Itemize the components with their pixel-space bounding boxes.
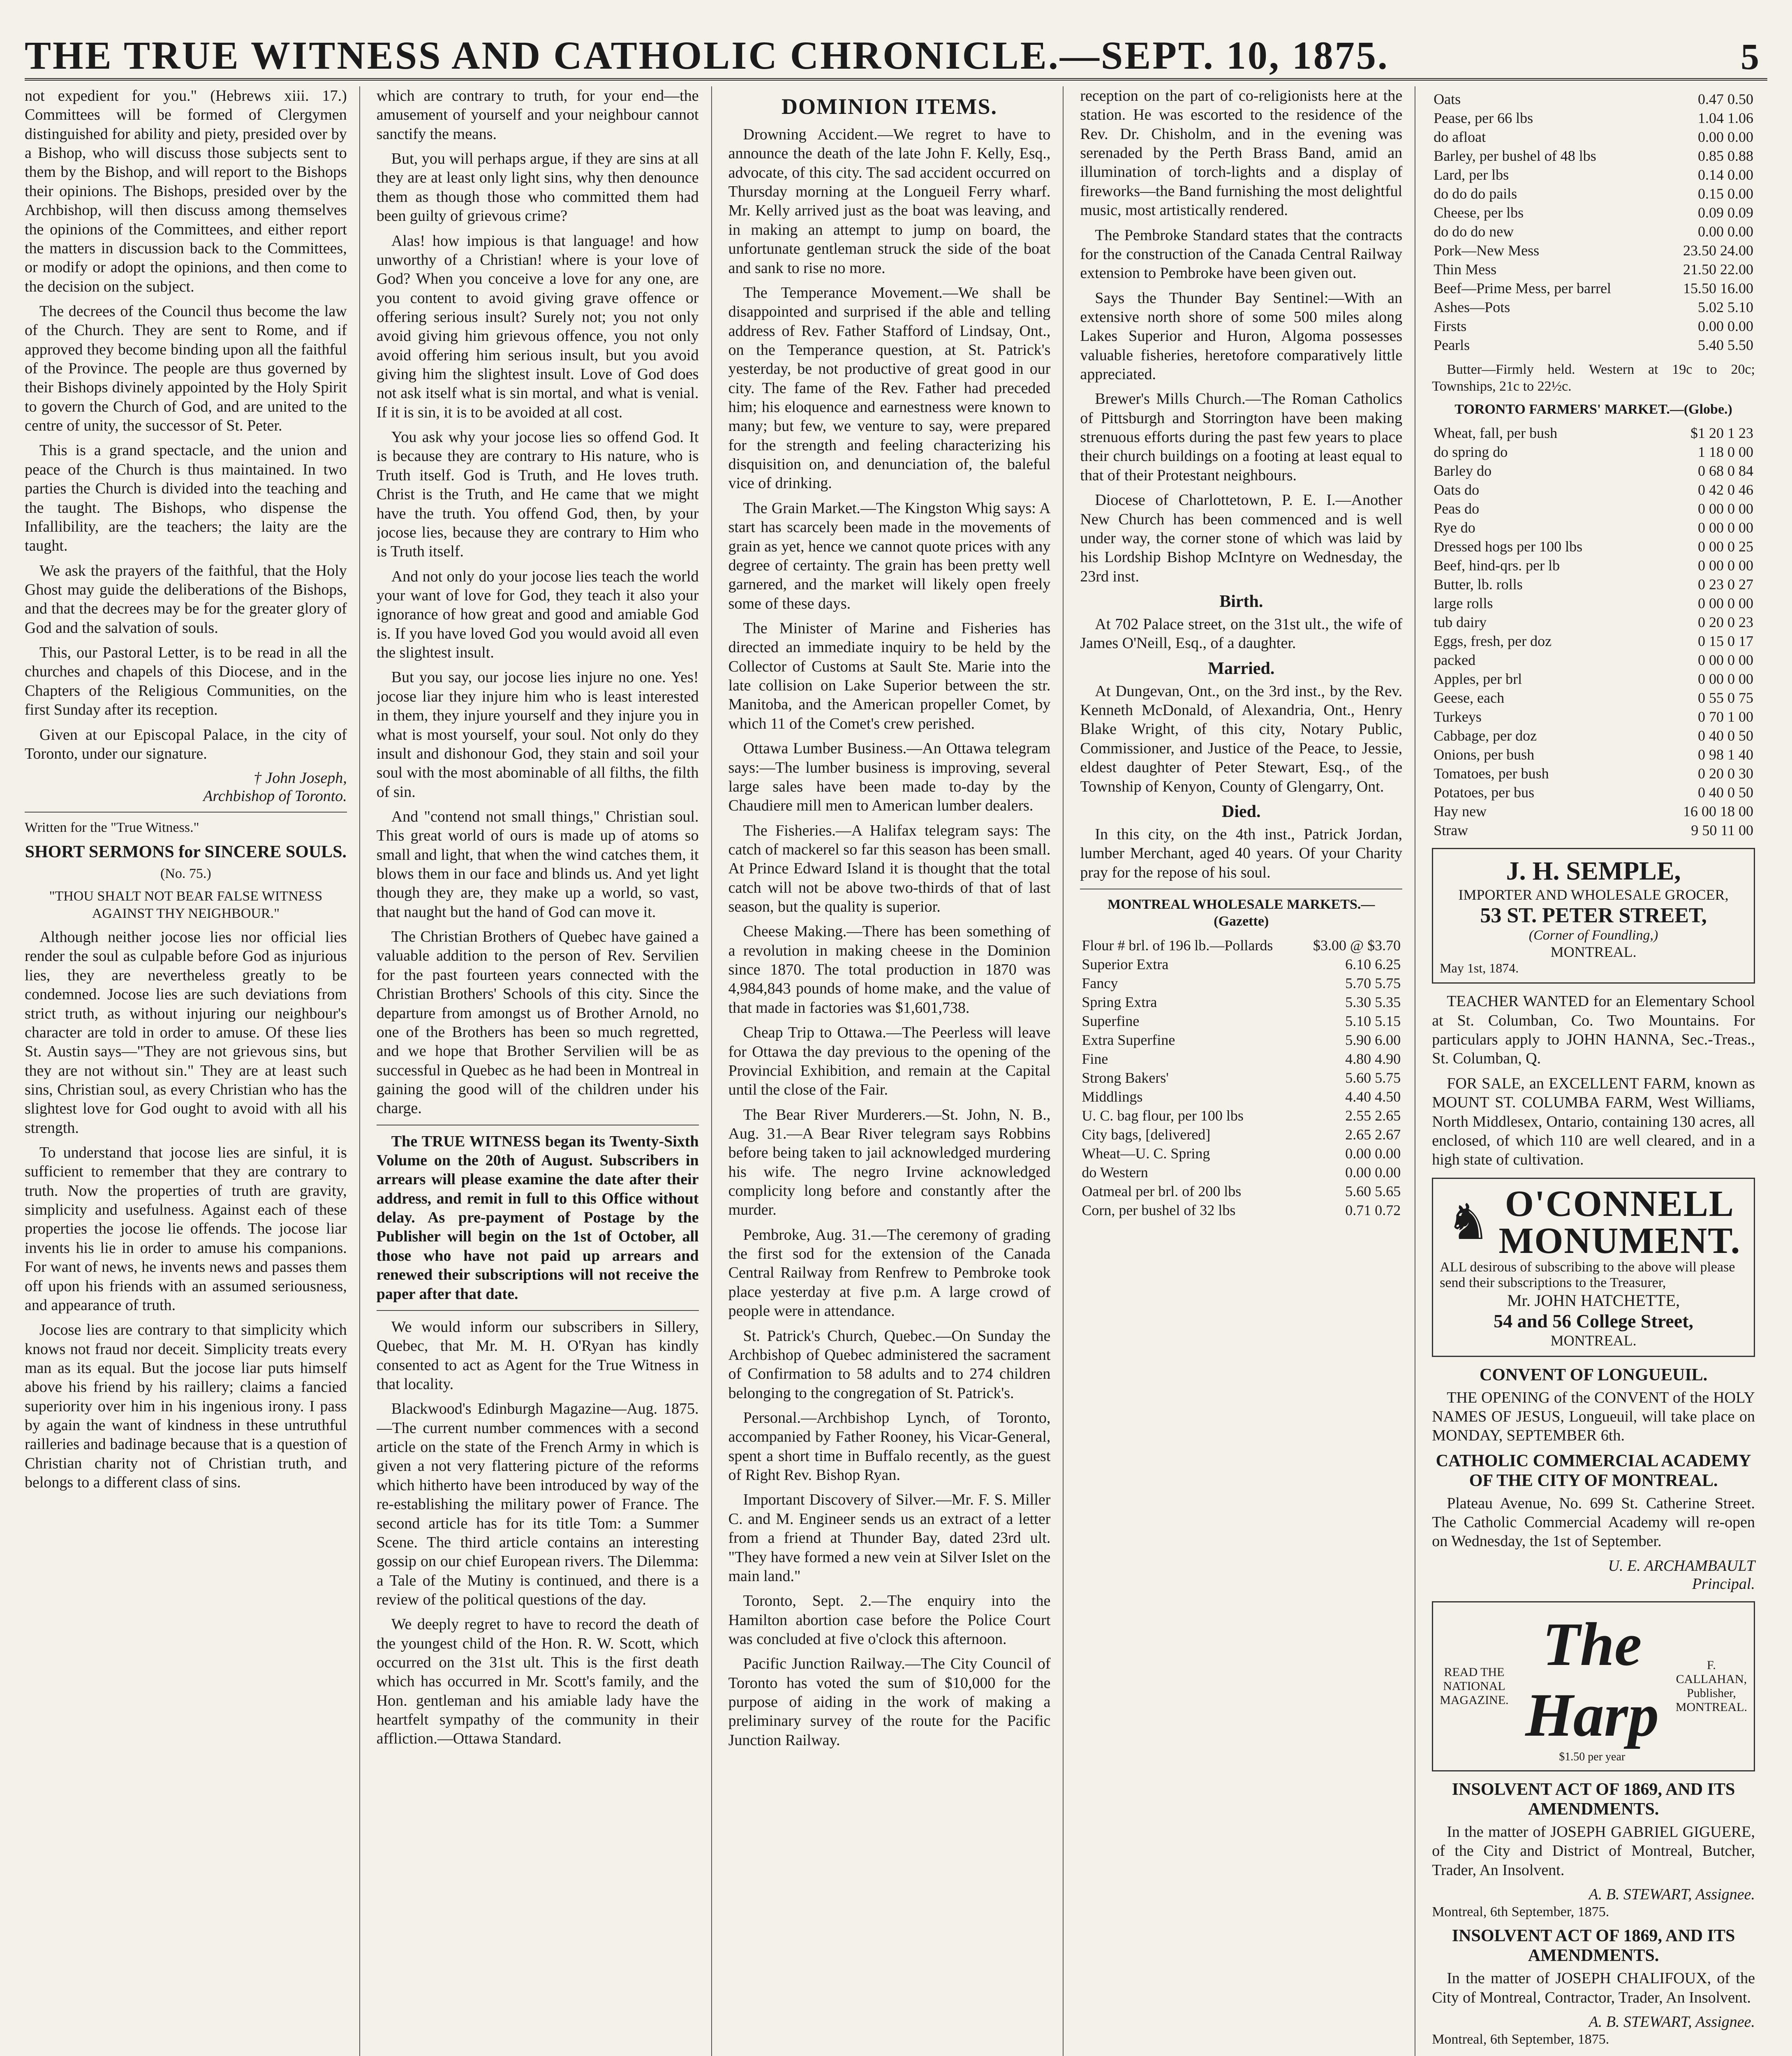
price-item: Peas do (1434, 500, 1480, 517)
ad-text: ALL desirous of subscribing to the above will please send their subscriptions to the Treasurer, (1440, 1259, 1735, 1290)
insolvent-signature: A. B. STEWART, Assignee. (1589, 2013, 1755, 2031)
price-item: Butter, lb. rolls (1434, 576, 1523, 593)
signature-title: Archbishop of Toronto. (203, 787, 347, 805)
academy-notice: Plateau Avenue, No. 699 St. Catherine Street. The Catholic Commercial Academy will re-open on Wednesday, the 1st of September. (1432, 1494, 1755, 1550)
price-row (1432, 802, 1755, 821)
price-row (1432, 279, 1755, 298)
price-row (1432, 165, 1755, 184)
price-item: Onions, per bush (1434, 746, 1535, 763)
agent-notice: We would inform our subscribers in Sillery, Quebec, that Mr. M. H. O'Ryan has kindly consented to act as Agent for the True Witness in that locality. (376, 1318, 699, 1393)
price-item: Beef, hind-qrs. per lb (1434, 557, 1560, 574)
section-motto: "THOU SHALT NOT BEAR FALSE WITNESS AGAINST THY NEIGHBOUR." (49, 889, 323, 921)
harp-advertisement (1432, 1601, 1755, 1771)
article-paragraph: not expedient for you." (Hebrews xiii. 17.) Committees will be formed of Clergymen distinguished for ability and piety, presided over by a Bishop, who will discuss those subjects sent to them by the Bishop, and will report to the Bishops their opinions. The Bishops, presided over by the Archbishop, will then discuss among themselves the opinions of the Committees, and either report the matters in discussion back to the Committees, or modify or adopt the opinions, and then come to the decision on the subject. (25, 87, 347, 295)
price-row (1080, 993, 1402, 1012)
article-paragraph: Jocose lies are contrary to that simplicity which knows not fraud nor deceit. Simplicity treats every man as its equal. But the jocose liar puts himself above his friend by his raillery; claims a fancied superiority over him in his ingenious irony. I pass by again the want of kindness in these untruthful railleries and badinage because that is a question of Christian charity not of Christian truth, and belongs to a different class of sins. (25, 1321, 347, 1491)
price-item: Barley, per bushel of 48 lbs (1434, 148, 1596, 164)
price-row (1432, 90, 1755, 109)
masthead (25, 16, 1767, 81)
price-value: 23.50 24.00 (1683, 242, 1753, 259)
price-row (1080, 1106, 1402, 1125)
birth-heading: Birth. (1219, 592, 1263, 611)
price-value: 6.10 6.25 (1345, 956, 1401, 972)
byline: Written for the "True Witness." (25, 820, 199, 836)
article-paragraph: You ask why your jocose lies so offend God. It is because they are contrary to His nature, who is Truth itself. God is Truth, and He loves truth. Christ is the Truth, and He came that we might have the truth. You offend God, then, by your jocose lies, because they are contrary to Him who is Truth itself. (376, 428, 699, 560)
price-value: 0 00 0 00 (1697, 652, 1753, 669)
review-paragraph: Blackwood's Edinburgh Magazine—Aug. 1875.—The current number commences with a second article on the state of the French Army in which is given a not very flattering picture of the reforms which hitherto have been introduced by way of the re-establishing the military power of France. The second article has for its title Tom: a Summer Scene. The third article contains an interesting gossip on our chief European rivers. The Dilemma: a Tale of the Mutiny is continued, and there is a review of the political questions of the day. (376, 1400, 699, 1608)
toronto-market-heading: TORONTO FARMERS' MARKET.—(Globe.) (1454, 401, 1732, 417)
page-number: 5 (1741, 37, 1759, 77)
price-item: Eggs, fresh, per doz (1434, 633, 1552, 650)
news-item: The Temperance Movement.—We shall be disappointed and surprised if the able and telling address of Rev. Father Stafford of Lindsay, Ont., on the Temperance question, at St. Patrick's yesterday, be not productive of great good in our city. The fame of the Rev. Father had preceded him; his eloquence and earnestness were known to many; but few, we venture to say, were prepared for the strength and feeling characterizing his disquisition on, and denunciation of, the baleful vice of drinking. (728, 284, 1051, 492)
price-value: 5.10 5.15 (1345, 1012, 1401, 1029)
news-item: The Pembroke Standard states that the contracts for the construction of the Canada Central Railway extension to Pembroke have been given out. (1080, 226, 1403, 282)
subscription-notice: The TRUE WITNESS began its Twenty-Sixth Volume on the 20th of August. Subscribers in arrears will please examine the date after their address, and remit in full to this Office without delay. As pre-payment of Postage by the Publisher will begin on the 1st of October, all those who have not paid up arrears and renewed their subscriptions will not receive the paper after that date. (376, 1132, 699, 1303)
price-row (1432, 241, 1755, 260)
news-item: Brewer's Mills Church.—The Roman Catholics of Pittsburgh and Storrington have been making strenuous efforts during the past few years to place their church buildings on a footing at least equal to that of their Protestant neighbours. (1080, 390, 1403, 484)
price-value: 0 23 0 27 (1697, 576, 1753, 593)
price-item: Superior Extra (1082, 956, 1169, 972)
insolvent-signature: A. B. STEWART, Assignee. (1589, 1885, 1755, 1903)
price-value: $1 20 1 23 (1690, 425, 1753, 442)
price-value: 0 42 0 46 (1697, 482, 1753, 498)
price-value: 0.15 0.00 (1697, 185, 1753, 202)
price-item: Geese, each (1434, 690, 1505, 706)
price-value: 0 00 0 25 (1697, 538, 1753, 555)
price-value: 0 68 0 84 (1697, 463, 1753, 479)
price-value: 16 00 18 00 (1683, 803, 1753, 820)
market-heading: MONTREAL WHOLESALE MARKETS.—(Gazette) (1108, 896, 1375, 929)
price-row (1432, 127, 1755, 146)
price-value: 0 00 0 00 (1697, 557, 1753, 574)
price-row (1432, 745, 1755, 764)
news-item: The Fisheries.—A Halifax telegram says: The catch of mackerel so far this season has been small. At Prince Edward Island it is thought that the total catch will not be above two-thirds of that of last season, but the quality is superior. (728, 822, 1051, 916)
insolvent-heading: INSOLVENT ACT OF 1869, AND ITS AMENDMENTS. (1452, 1926, 1735, 1966)
price-value: 9 50 11 00 (1691, 822, 1753, 839)
insolvent-date: Montreal, 6th September, 1875. (1432, 1904, 1609, 1919)
price-item: Beef—Prime Mess, per barrel (1434, 280, 1612, 296)
article-paragraph: But you say, our jocose lies injure no one. Yes! jocose liar they injure him who is least interested in them, they injure yourself and they injure you in what is most yourself, your soul. Not only do they insult and dishonour God, they stain and soil your soul with the most abominable of all filths, the filth of sin. (376, 669, 699, 801)
price-item: do do do new (1434, 223, 1514, 240)
news-item: The Bear River Murderers.—St. John, N. B., Aug. 31.—A Bear River telegram says Robbins before being taken to jail acknowledged murdering his wife. The negro Irvine acknowledged complicity long before and constantly after the murder. (728, 1106, 1051, 1219)
price-row (1432, 764, 1755, 783)
divider (377, 1310, 699, 1311)
price-item: Spring Extra (1082, 993, 1157, 1010)
price-value: 0.47 0.50 (1697, 91, 1753, 107)
news-item: Pacific Junction Railway.—The City Council of Toronto has voted the sum of $10,000 for the purpose of aiding in the work of making a preliminary survey of the route for the Pacific Junction Railway. (728, 1655, 1051, 1749)
academy-signature: U. E. ARCHAMBAULT (1608, 1557, 1755, 1574)
price-value: 0.00 0.00 (1697, 129, 1753, 145)
price-row (1080, 1068, 1402, 1087)
price-item: Turkeys (1434, 708, 1482, 725)
price-item: Rye do (1434, 519, 1475, 536)
price-item: Wheat, fall, per bush (1434, 425, 1558, 442)
price-item: Tomatoes, per bush (1434, 765, 1549, 782)
price-row (1432, 222, 1755, 241)
news-item: Personal.—Archbishop Lynch, of Toronto, accompanied by Father Rooney, his Vicar-General, spent a short time in Buffalo recently, as the guest of Right Rev. Bishop Ryan. (728, 1409, 1051, 1484)
section-heading: SHORT SERMONS for SINCERE SOULS. (25, 842, 347, 861)
news-item: Cheese Making.—There has been something of a revolution in making cheese in the Dominion since 1870. The total production in 1870 was 4,984,843 pounds of home make, and the value of that made in factories was $1,601,738. (728, 923, 1051, 1016)
price-item: packed (1434, 652, 1476, 669)
price-item: Flour # brl. of 196 lb.—Pollards (1082, 937, 1273, 954)
harp-price: $1.50 per year (1559, 1750, 1626, 1763)
column-1 (25, 86, 360, 2056)
price-value: 1 18 0 00 (1697, 444, 1753, 461)
column-4 (1080, 86, 1415, 2056)
price-item: large rolls (1434, 595, 1493, 612)
price-item: do do do pails (1434, 185, 1517, 202)
price-row (1080, 1087, 1402, 1106)
news-item: Drowning Accident.—We regret to have to announce the death of the late John F. Kelly, Esq., advocate, of this city. The sad accident occurred on Thursday morning at the Longueil Ferry wharf. Mr. Kelly arrived just as the boat was leaving, and in making an attempt to jump on board, the unfortunate gentleman struck the side of the boat and sank to rise no more. (728, 126, 1051, 277)
price-value: 1.04 1.06 (1697, 110, 1753, 126)
price-row (1432, 317, 1755, 336)
price-value: 5.90 6.00 (1345, 1031, 1401, 1048)
insolvent-date: Montreal, 6th September, 1875. (1432, 2032, 1609, 2047)
article-paragraph: And "contend not small things," Christian soul. This great world of ours is made up of atoms so small and light, that when the wind catches them, it blows them in our face and blinds us. And yet light though they are, they make up a world, so vast, that naught but the hand of God can move it. (376, 808, 699, 921)
price-row (1080, 1182, 1402, 1201)
price-value: 21.50 22.00 (1683, 261, 1753, 278)
masthead-title: THE TRUE WITNESS AND CATHOLIC CHRONICLE.—SEPT. 10, 1875. (25, 33, 1389, 77)
news-item: St. Patrick's Church, Quebec.—On Sunday the Archbishop of Quebec administered the sacrament of Confirmation to 58 adults and to 274 children belonging to the congregation of St. Patrick's. (728, 1327, 1051, 1402)
price-item: do spring do (1434, 444, 1508, 461)
signature: † John Joseph, (253, 769, 347, 787)
news-item: reception on the part of co-religionists here at the station. He was escorted to the residence of the Rev. Dr. Chisholm, and in the evening was serenaded by the Perth Brass Band, amid an illumination of torch-lights and a display of fireworks—the Band furnishing the most delightful music, most artistically rendered. (1080, 87, 1403, 219)
price-row (1080, 936, 1402, 955)
price-value: 0 70 1 00 (1697, 708, 1753, 725)
price-value: 5.60 5.75 (1345, 1069, 1401, 1086)
price-value: 0 00 0 00 (1697, 595, 1753, 612)
column-5 (1432, 86, 1767, 2056)
toronto-market-table (1432, 424, 1755, 840)
married-notice: At Dungevan, Ont., on the 3rd inst., by the Rev. Kenneth McDonald, of Alexandria, Ont., Henry Blake Wright, of this city, Notary Public, Commissioner, and Justice of the Peace, to Jessie, eldest daughter of Peter Stewart, Esq., of the Township of Kenyon, County of Glengarry, Ont. (1080, 682, 1403, 795)
price-item: Hay new (1434, 803, 1487, 820)
price-item: Middlings (1082, 1088, 1143, 1105)
price-item: Straw (1434, 822, 1468, 839)
price-item: tub dairy (1434, 614, 1487, 631)
columns (25, 86, 1767, 2056)
price-value: 0.85 0.88 (1697, 148, 1753, 164)
price-item: Wheat—U. C. Spring (1082, 1145, 1210, 1162)
price-row (1432, 613, 1755, 632)
price-row (1080, 1125, 1402, 1144)
price-value: 5.60 5.65 (1345, 1183, 1401, 1199)
price-row (1432, 594, 1755, 613)
article-paragraph: Alas! how impious is that language! and how unworthy of a Christian! where is your love of God? When you conceive a love for any one, are you content to avoid giving grave offence or offering serious insult? Surely not; you not only avoid giving him grievous offence, you not only avoid offering him serious insult, but you avoid giving him the slightest insult. Love of God does not ask itself what is sin mortal, and what is venial. If it is sin, it is to be avoided at all cost. (376, 232, 699, 421)
price-value: 2.65 2.67 (1345, 1126, 1401, 1143)
price-value: 0 55 0 75 (1697, 690, 1753, 706)
price-value: 0 15 0 17 (1697, 633, 1753, 650)
ad-date: May 1st, 1874. (1440, 961, 1519, 976)
price-row (1080, 1030, 1402, 1049)
birth-notice: At 702 Palace street, on the 31st ult., the wife of James O'Neill, Esq., of a daughter. (1080, 615, 1403, 652)
price-item: Superfine (1082, 1012, 1140, 1029)
death-notice: We deeply regret to have to record the death of the youngest child of the Hon. R. W. Scott, which occurred on the 31st ult. This is the first death which has occurred in Mr. Scott's family, and the Hon. gentleman and his amiable lady have the heartfelt sympathy of the community in their affliction.—Ottawa Standard. (376, 1616, 699, 1748)
harp-right-text: F. CALLAHAN, Publisher, MONTREAL. (1675, 1658, 1747, 1714)
article-paragraph: The Christian Brothers of Quebec have gained a valuable addition to the person of Rev. Servilien for the past fourteen years connected with the Christian Brothers' Schools of this city. Since the departure from amongst us of Brother Arnold, no one of the Brothers has been so much regretted, and we hope that Brother Servilien will be as successful in Quebec as he had been in Montreal in gaining the good will of the children under his charge. (376, 928, 699, 1117)
died-heading: Died. (1222, 802, 1261, 821)
ad-city: MONTREAL. (1550, 1332, 1637, 1349)
price-row (1432, 298, 1755, 317)
ad-address: 54 and 56 College Street, (1494, 1310, 1694, 1331)
price-value: 0.00 0.00 (1345, 1145, 1401, 1162)
price-item: do afloat (1434, 129, 1486, 145)
ad-name: J. H. SEMPLE, (1506, 856, 1681, 886)
news-item: Says the Thunder Bay Sentinel:—With an extensive north shore of some 500 miles along Lakes Superior and Huron, Algoma possesses valuable fisheries, heretofore comparatively little appreciated. (1080, 289, 1403, 383)
price-item: Extra Superfine (1082, 1031, 1175, 1048)
oconnell-monument-ad (1432, 1178, 1755, 1357)
insolvent-notice: In the matter of JOSEPH GABRIEL GIGUERE, of the City and District of Montreal, Butcher, Trader, An Insolvent. (1432, 1823, 1755, 1879)
news-item: Cheap Trip to Ottawa.—The Peerless will leave for Ottawa the day previous to the opening of the Provincial Exhibition, and remain at the Capital until the close of the Fair. (728, 1024, 1051, 1099)
price-row (1432, 203, 1755, 222)
article-paragraph: We ask the prayers of the faithful, that the Holy Ghost may guide the deliberations of the Bishops, and that the decrees may be for the greater glory of God and the salvation of souls. (25, 562, 347, 637)
price-row (1432, 480, 1755, 499)
price-value: 5.40 5.50 (1697, 337, 1753, 353)
price-value: 5.70 5.75 (1345, 975, 1401, 991)
price-row (1432, 518, 1755, 537)
price-value: 0 00 0 00 (1697, 519, 1753, 536)
ad-name: Mr. JOHN HATCHETTE, (1507, 1291, 1680, 1310)
news-item: The Minister of Marine and Fisheries has directed an immediate inquiry to be held by the Collector of Customs at Sault Ste. Marie into the late collision on Lake Superior between the str. Manitoba, and the American propeller Comet, by which 11 of the Comet's crew perished. (728, 619, 1051, 732)
butter-note: Butter—Firmly held. Western at 19c to 20c; Townships, 21c to 22½c. (1432, 362, 1755, 394)
price-value: 0 00 0 00 (1697, 671, 1753, 688)
article-paragraph: The decrees of the Council thus become the law of the Church. They are sent to Rome, and if approved they become binding upon all the faithful of the Province. The people are thus governed by their Bishops divinely appointed by the Holy Spirit to govern the Church of God, and are united to the centre of unity, the successor of St. Peter. (25, 302, 347, 435)
price-row (1432, 632, 1755, 651)
price-value: 0.71 0.72 (1345, 1202, 1401, 1218)
price-item: Potatoes, per bus (1434, 784, 1535, 801)
price-item: Firsts (1434, 318, 1467, 334)
price-row (1432, 783, 1755, 802)
price-row (1080, 1163, 1402, 1182)
article-paragraph: Although neither jocose lies nor official lies render the soul as culpable before God as injurious lies, they are nevertheless greatly to be condemned. Jocose lies are such deviations from strict truth, as without injuring our neighbour's character are told in order to amuse. Of these lies St. Austin says—"They are not grievous sins, but they are not without sin." They are at least such sins, Christian soul, as every Christian who has the slightest love for God ought to avoid with all his strength. (25, 928, 347, 1137)
price-row (1432, 726, 1755, 745)
news-item: Pembroke, Aug. 31.—The ceremony of grading the first sod for the extension of the Canada Central Railway from Renfrew to Pembroke took place yesterday at five p.m. A large crowd of people were in attendance. (728, 1226, 1051, 1320)
price-row (1432, 109, 1755, 127)
price-value: 0.14 0.00 (1697, 167, 1753, 183)
price-value: 0.00 0.00 (1697, 318, 1753, 334)
price-row (1432, 575, 1755, 594)
convent-notice: THE OPENING of the CONVENT of the HOLY NAMES OF JESUS, Longueuil, will take place on MONDAY, SEPTEMBER 6th. (1432, 1389, 1755, 1445)
news-item: The Grain Market.—The Kingston Whig says: A start has scarcely been made in the movements of grain as yet, hence we cannot quote prices with any degree of certainty. The grain has been pretty well garnered, and the market will likely open freely some of these days. (728, 499, 1051, 612)
price-row (1432, 424, 1755, 442)
column-2 (377, 86, 712, 2056)
price-item: Pease, per 66 lbs (1434, 110, 1533, 126)
price-row (1080, 1144, 1402, 1163)
price-value: 15.50 16.00 (1683, 280, 1753, 296)
insolvent-notice: In the matter of JOSEPH CHALIFOUX, of the City of Montreal, Contractor, Trader, An Insolvent. (1432, 1970, 1755, 2006)
price-row (1080, 955, 1402, 974)
price-row (1432, 499, 1755, 518)
price-item: Pearls (1434, 337, 1470, 353)
article-paragraph: This, our Pastoral Letter, is to be read in all the churches and chapels of this Diocese, and in the Chapters of the Religious Communities, on the first Sunday after its reception. (25, 644, 347, 719)
price-item: Fancy (1082, 975, 1118, 991)
ad-line: IMPORTER AND WHOLESALE GROCER, (1458, 887, 1729, 903)
price-value: 5.02 5.10 (1697, 299, 1753, 315)
price-value: 0 20 0 30 (1697, 765, 1753, 782)
article-paragraph: But, you will perhaps argue, if they are sins at all they are at least only light sins, why then denounce them as though those who committed them had been guilty of grievous crime? (376, 150, 699, 225)
harp-title: The Harp (1525, 1610, 1659, 1749)
harp-left-text: READ THE NATIONAL MAGAZINE. (1440, 1665, 1509, 1707)
article-paragraph: Given at our Episcopal Palace, in the city of Toronto, under our signature. (25, 726, 347, 762)
price-row (1080, 974, 1402, 993)
price-row (1432, 260, 1755, 279)
montreal-market-table (1080, 936, 1402, 1220)
price-item: Fine (1082, 1050, 1108, 1067)
price-row (1432, 442, 1755, 461)
teacher-wanted-ad: TEACHER WANTED for an Elementary School at St. Columban, Co. Two Mountains. For particulars apply to JOHN HANNA, Sec.-Treas., St. Columban, Q. (1432, 993, 1755, 1067)
price-value: 4.80 4.90 (1345, 1050, 1401, 1067)
price-row (1432, 184, 1755, 203)
price-item: Pork—New Mess (1434, 242, 1540, 259)
price-row (1432, 461, 1755, 480)
price-value: 0 98 1 40 (1697, 746, 1753, 763)
price-item: Lard, per lbs (1434, 167, 1509, 183)
price-row (1080, 1201, 1402, 1220)
ad-subtitle: MONUMENT. (1498, 1220, 1741, 1261)
price-row (1432, 336, 1755, 354)
news-item: Ottawa Lumber Business.—An Ottawa telegram says:—The lumber business is improving, several large sales have been made to-day by the Chaudiere mill men to American lumber dealers. (728, 740, 1051, 815)
price-row (1432, 537, 1755, 556)
price-item: Apples, per brl (1434, 671, 1522, 688)
price-value: $3.00 @ $3.70 (1313, 937, 1401, 954)
price-item: do Western (1082, 1164, 1148, 1181)
insolvent-heading: INSOLVENT ACT OF 1869, AND ITS AMENDMENTS. (1452, 1780, 1735, 1819)
price-value: 0.00 0.00 (1345, 1164, 1401, 1181)
ad-title: O'CONNELL (1505, 1183, 1734, 1224)
price-item: U. C. bag flour, per 100 lbs (1082, 1107, 1244, 1124)
article-paragraph: This is a grand spectacle, and the union and peace of the Church is thus maintained. In two parties the Church is divided into the teaching and the taught. The Bishops, who dispense the Infallibility, are the teachers; the laity are the taught. (25, 442, 347, 555)
price-value: 2.55 2.65 (1345, 1107, 1401, 1124)
price-item: Dressed hogs per 100 lbs (1434, 538, 1583, 555)
article-paragraph: To understand that jocose lies are sinful, it is sufficient to remember that they are contrary to truth. Now the properties of truth are gravity, simplicity and usefulness. Against each of these properties the jocose lie offends. The jocose liar invents his lie in order to amuse his companions. For want of news, he invents news and passes them off upon his friends with an assumed seriousness, and appearance of truth. (25, 1144, 347, 1314)
died-notice: In this city, on the 4th inst., Patrick Jordan, lumber Merchant, aged 40 years. Of your Charity pray for the repose of his soul. (1080, 825, 1403, 881)
price-item: Cheese, per lbs (1434, 204, 1524, 221)
montreal-market-table-cont (1432, 90, 1755, 354)
price-row (1080, 1012, 1402, 1030)
article-paragraph: which are contrary to truth, for your end—the amusement of yourself and your neighbour cannot sanctify the means. (376, 87, 699, 143)
price-item: Oatmeal per brl. of 200 lbs (1082, 1183, 1242, 1199)
price-row (1432, 146, 1755, 165)
price-item: Oats (1434, 91, 1461, 107)
academy-heading: CATHOLIC COMMERCIAL ACADEMY OF THE CITY OF MONTREAL. (1436, 1451, 1751, 1490)
news-item: Important Discovery of Silver.—Mr. F. S. Miller C. and M. Engineer sends us an extract of a letter from a friend at Thunder Bay, dated 23rd ult. "They have formed a new vein at Silver Islet on the main land." (728, 1491, 1051, 1585)
price-row (1080, 1049, 1402, 1068)
price-value: 0.09 0.09 (1697, 204, 1753, 221)
article-paragraph: And not only do your jocose lies teach the world your want of love for God, they teach it also your ignorance of how great and good and amiable God is. If you have loved God you would avoid all even the slightest insult. (376, 567, 699, 662)
price-row (1432, 688, 1755, 707)
price-row (1432, 669, 1755, 688)
price-value: 0.00 0.00 (1697, 223, 1753, 240)
section-number: (No. 75.) (160, 866, 211, 881)
news-item: Diocese of Charlottetown, P. E. I.—Another New Church has been commenced and is well under way, the corner stone of which was laid by his Lordship Bishop McIntyre on Wednesday, the 23rd inst. (1080, 491, 1403, 585)
married-heading: Married. (1208, 659, 1275, 678)
price-item: Thin Mess (1434, 261, 1497, 278)
farm-for-sale-ad: FOR SALE, an EXCELLENT FARM, known as MOUNT ST. COLUMBA FARM, West Williams, North Middlesex, Ontario, containing 130 acres, all enclosed, of which 110 are well cleared, and in a high state of cultivation. (1432, 1074, 1755, 1169)
dominion-items-heading: DOMINION ITEMS. (781, 94, 998, 119)
convent-heading: CONVENT OF LONGUEUIL. (1479, 1365, 1708, 1385)
price-value: 4.40 4.50 (1345, 1088, 1401, 1105)
academy-signature-title: Principal. (1692, 1575, 1755, 1593)
bust-icon: ♞ (1446, 1195, 1491, 1250)
price-value: 5.30 5.35 (1345, 993, 1401, 1010)
price-value: 0 00 0 00 (1697, 500, 1753, 517)
price-item: Ashes—Pots (1434, 299, 1510, 315)
price-value: 0 20 0 23 (1697, 614, 1753, 631)
ad-corner: (Corner of Foundling,) (1528, 928, 1658, 943)
divider (25, 812, 347, 813)
semple-advertisement (1432, 848, 1755, 984)
ad-address: 53 ST. PETER STREET, (1480, 904, 1707, 928)
price-item: Barley do (1434, 463, 1492, 479)
price-item: City bags, [delivered] (1082, 1126, 1211, 1143)
price-item: Strong Bakers' (1082, 1069, 1169, 1086)
price-item: Corn, per bushel of 32 lbs (1082, 1202, 1236, 1218)
price-value: 0 40 0 50 (1697, 784, 1753, 801)
price-row (1432, 707, 1755, 726)
ad-city: MONTREAL. (1550, 944, 1637, 961)
price-row (1432, 821, 1755, 840)
price-item: Oats do (1434, 482, 1480, 498)
price-item: Cabbage, per doz (1434, 727, 1537, 744)
news-item: Toronto, Sept. 2.—The enquiry into the Hamilton abortion case before the Police Court was concluded at five o'clock this afternoon. (728, 1592, 1051, 1648)
column-3 (728, 86, 1064, 2056)
price-row (1432, 556, 1755, 575)
price-value: 0 40 0 50 (1697, 727, 1753, 744)
price-row (1432, 651, 1755, 669)
